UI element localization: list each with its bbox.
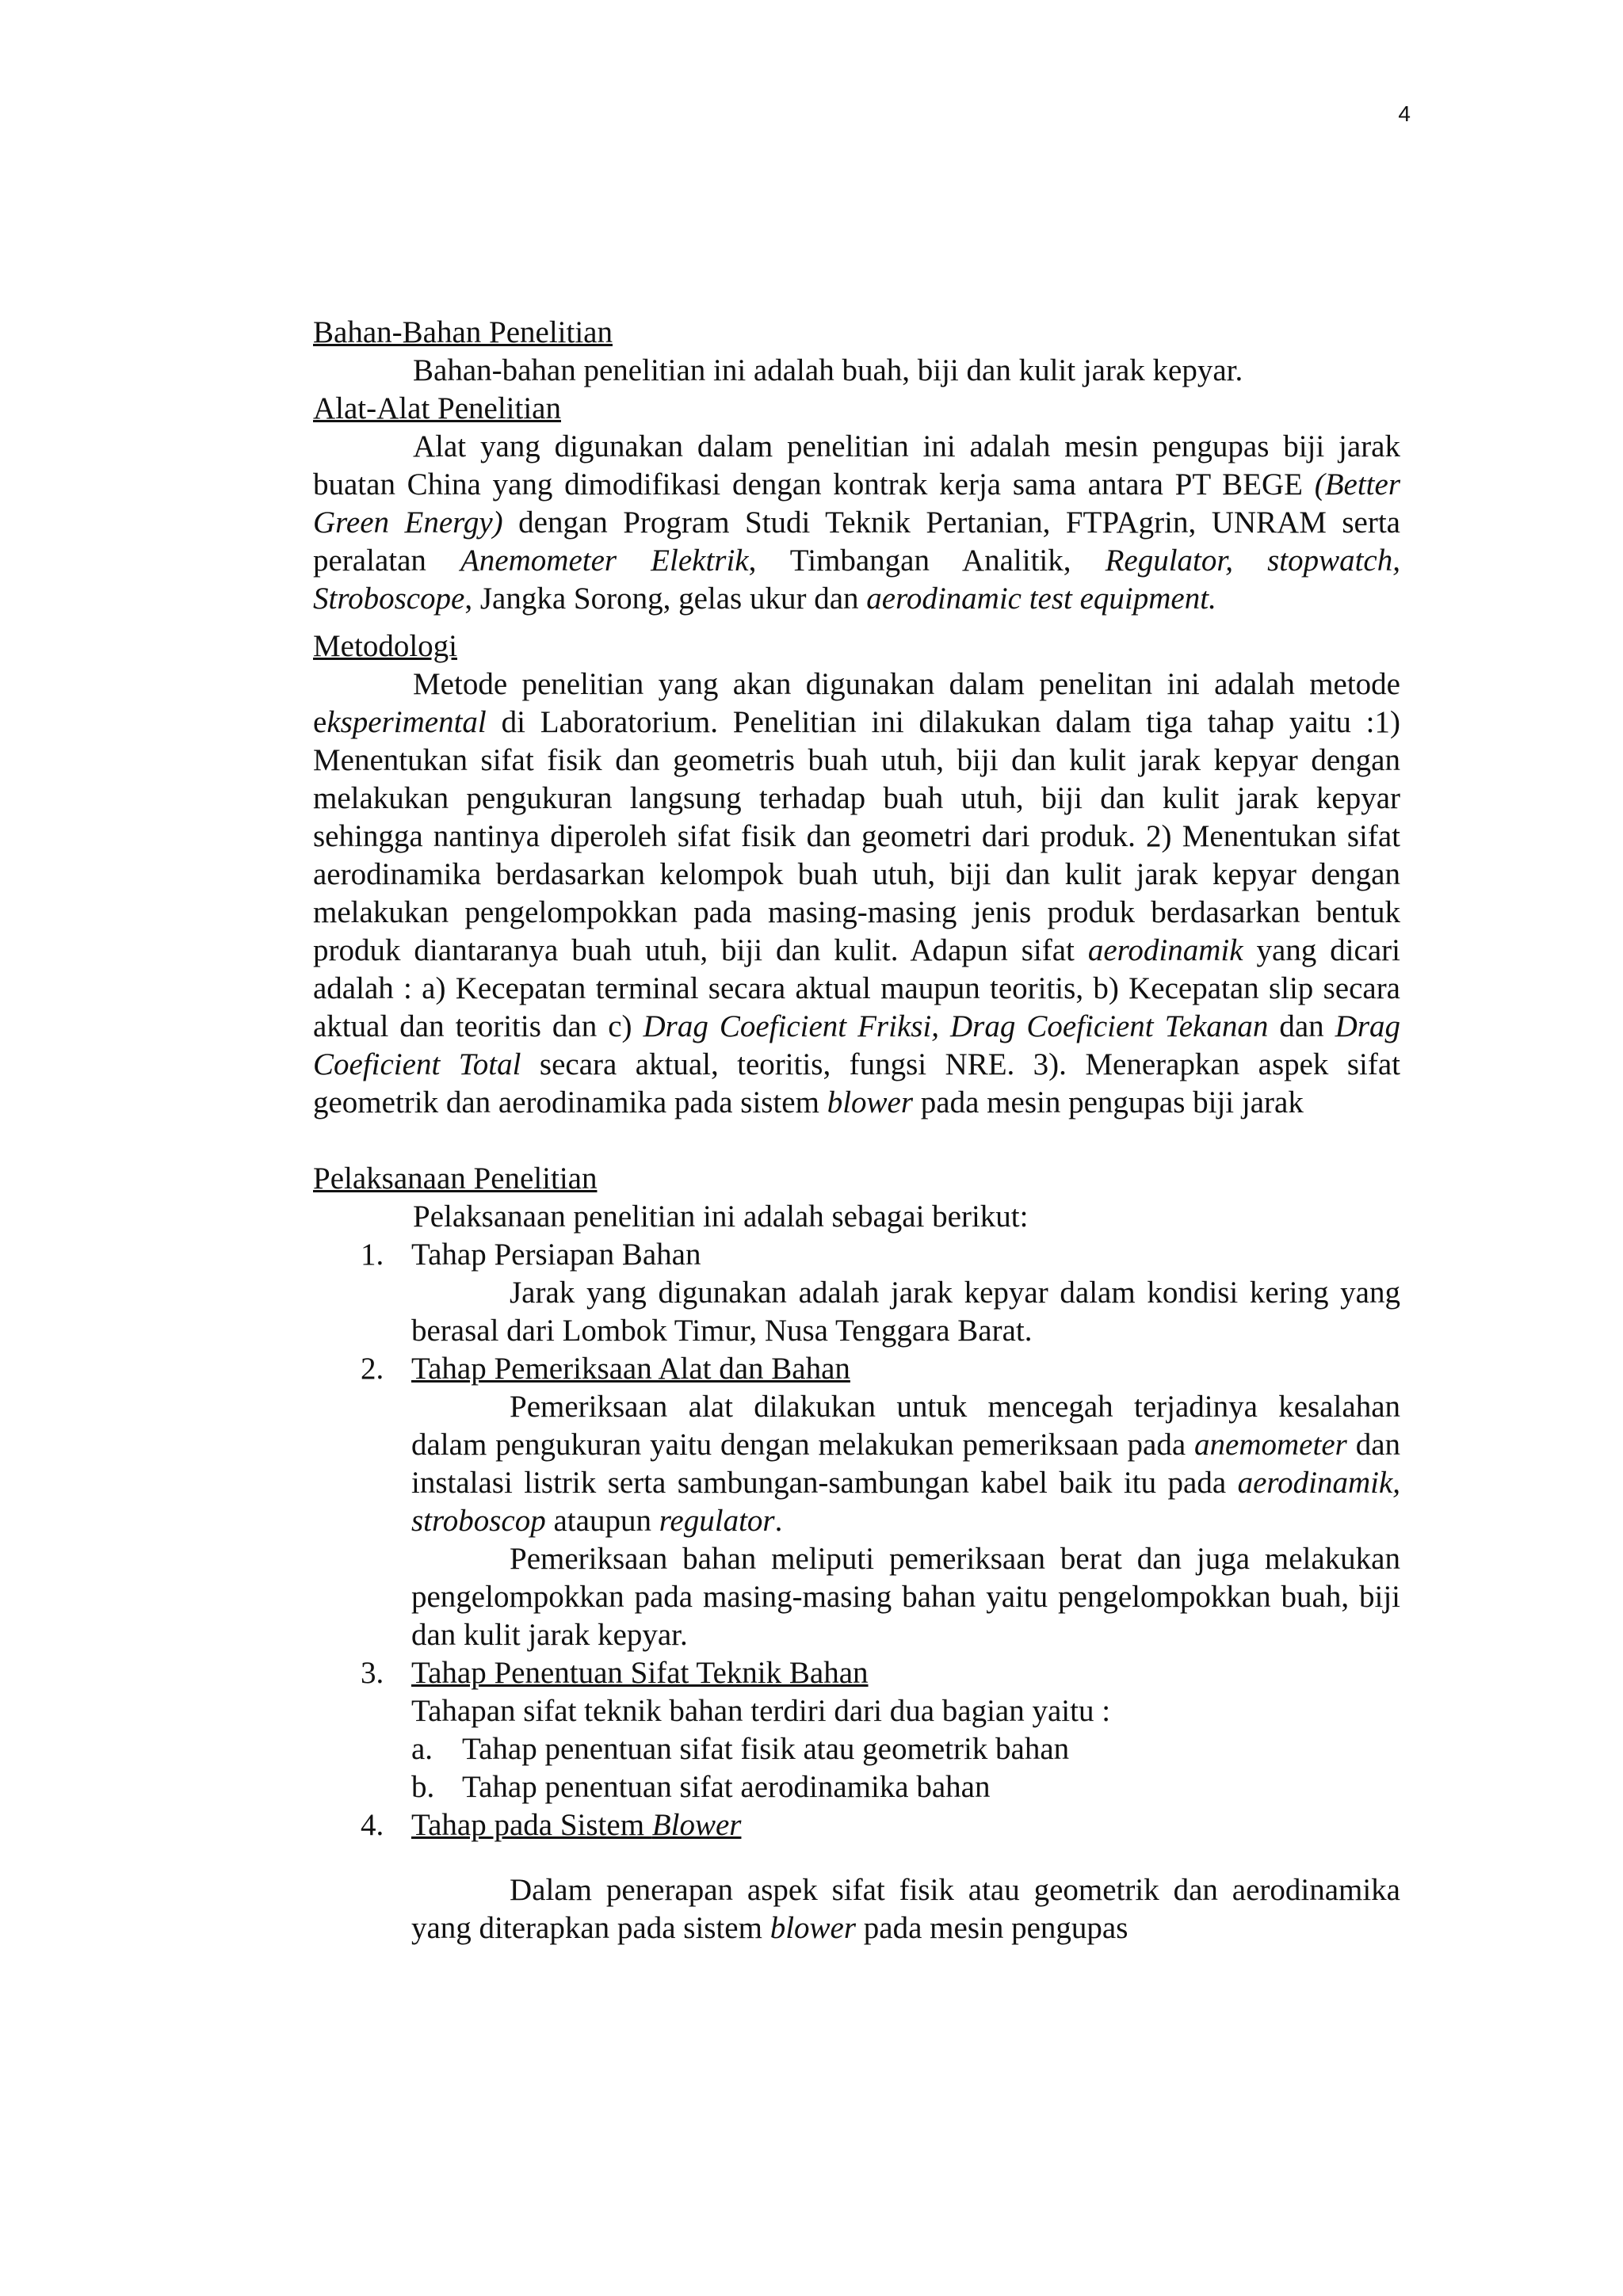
text-run-italic: Drag Coeficient Total	[313, 1009, 1400, 1081]
list-number: 1.	[361, 1238, 384, 1272]
heading-pelaksanaan: Pelaksanaan Penelitian	[313, 1161, 598, 1196]
steps-list	[313, 1236, 1400, 1947]
sub-list-letter: a.	[411, 1732, 433, 1766]
spacer	[411, 1844, 1400, 1871]
paragraph-alat	[313, 428, 1400, 618]
text-run: pada mesin pengupas biji jarak	[913, 1085, 1304, 1119]
text-run-italic: blower	[827, 1085, 914, 1119]
list-number: 4.	[361, 1808, 384, 1842]
paragraph-pelaksanaan-intro: Pelaksanaan penelitian ini adalah sebagai berikut:	[413, 1199, 1029, 1234]
text-run-italic: aerodinamik	[1087, 933, 1243, 967]
list-item-step-4	[313, 1806, 1400, 1947]
list-item-step-2	[313, 1350, 1400, 1654]
step-intro: Tahapan sifat teknik bahan terdiri dari dua bagian yaitu :	[411, 1694, 1111, 1728]
text-run: dengan Program Studi Teknik Pertanian, FTPAgrin, UNRAM serta peralatan	[313, 505, 1400, 578]
text-run-italic: Blower	[651, 1808, 742, 1842]
paragraph-metodologi	[313, 666, 1400, 1122]
text-run: .	[774, 1504, 783, 1538]
page-number: 4	[1398, 101, 1411, 126]
list-item-step-3	[313, 1654, 1400, 1806]
step-title: Tahap Penentuan Sifat Teknik Bahan	[411, 1656, 869, 1690]
text-run: , Timbangan Analitik,	[748, 543, 1106, 578]
text-run: Tahap pada Sistem	[411, 1808, 652, 1842]
list-number: 3.	[361, 1656, 384, 1690]
list-item-step-1	[313, 1236, 1400, 1350]
text-run-italic: Anemometer Elektrik	[460, 543, 749, 578]
sub-list	[411, 1730, 1400, 1806]
text-run-italic: aerodinamik, stroboscop	[411, 1466, 1400, 1538]
sub-list-text: Tahap penentuan sifat fisik atau geometrik bahan	[462, 1732, 1070, 1766]
text-run: pada mesin pengupas	[856, 1911, 1128, 1945]
text-run: di Laboratorium. Penelitian ini dilakukan dalam tiga tahap yaitu :1) Menentukan sifat fisik dan geometris buah utuh, biji dan kulit jarak kepyar dengan melakukan pengukuran langsung terhadap buah utuh, biji dan kulit jarak kepyar sehingga nantinya diperoleh sifat fisik dan geometri dari produk. 2) Menentukan sifat aerodinamika berdasarkan kelompok buah utuh, biji dan kulit jarak kepyar dengan melakukan pengelompokkan pada masing-masing jenis produk berdasarkan bentuk produk diantaranya buah utuh, biji dan kulit. Adapun sifat	[313, 705, 1400, 967]
spacer	[313, 1122, 1400, 1160]
sub-list-item	[411, 1730, 1400, 1768]
text-run-italic: regulator	[659, 1504, 775, 1538]
sub-list-letter: b.	[411, 1770, 435, 1804]
heading-alat: Alat-Alat Penelitian	[313, 391, 561, 425]
text-run-italic: ksperimental	[327, 705, 487, 739]
step-title: Tahap Pemeriksaan Alat dan Bahan	[411, 1352, 850, 1386]
text-run: dan	[1268, 1009, 1335, 1043]
list-number: 2.	[361, 1352, 384, 1386]
step-title	[411, 1806, 1400, 1844]
text-run-italic: Drag Coeficient Friksi, Drag Coeficient Tekanan	[643, 1009, 1269, 1043]
paragraph-bahan: Bahan-bahan penelitian ini adalah buah, biji dan kulit jarak kepyar.	[413, 353, 1243, 387]
step-paragraph: Jarak yang digunakan adalah jarak kepyar dalam kondisi kering yang berasal dari Lombok Timur, Nusa Tenggara Barat.	[411, 1276, 1400, 1348]
heading-bahan: Bahan-Bahan Penelitian	[313, 315, 613, 349]
sub-list-text: Tahap penentuan sifat aerodinamika bahan	[462, 1770, 991, 1804]
text-run-italic: blower	[769, 1911, 857, 1945]
step-paragraph: Pemeriksaan bahan meliputi pemeriksaan berat dan juga melakukan pengelompokkan pada masing-masing bahan yaitu pengelompokkan buah, biji dan kulit jarak kepyar.	[411, 1542, 1400, 1652]
spacer	[313, 618, 1400, 627]
page-content	[313, 314, 1400, 1947]
text-run: Pemeriksaan alat dilakukan untuk mencegah terjadinya kesalahan dalam pengukuran yaitu dengan melakukan pemeriksaan pada	[411, 1390, 1400, 1462]
text-run-italic: anemometer	[1194, 1428, 1347, 1462]
step-title: Tahap Persiapan Bahan	[411, 1238, 701, 1272]
text-run-italic: Regulator, stopwatch, Stroboscope	[313, 543, 1400, 616]
text-run: , Jangka Sorong, gelas ukur dan	[464, 582, 867, 616]
heading-metodologi: Metodologi	[313, 629, 457, 663]
text-run: Alat yang digunakan dalam penelitian ini adalah mesin pengupas biji jarak buatan China yang dimodifikasi dengan kontrak kerja sama antara PT BEGE	[313, 429, 1400, 502]
text-run: dan instalasi listrik serta sambungan-sambungan kabel baik itu pada	[411, 1428, 1401, 1500]
text-run-italic: (Better Green Energy)	[313, 467, 1400, 540]
text-run: secara aktual, teoritis, fungsi NRE. 3). Menerapkan aspek sifat geometrik dan aerodinamika pada sistem	[313, 1047, 1400, 1119]
text-run: yang dicari adalah : a) Kecepatan terminal secara aktual maupun teoritis, b) Kecepatan slip secara aktual dan teoritis dan c)	[313, 933, 1400, 1043]
text-run: Dalam penerapan aspek sifat fisik atau geometrik dan aerodinamika yang diterapkan pada sistem	[411, 1873, 1400, 1945]
text-run: ataupun	[545, 1504, 659, 1538]
step-paragraph	[411, 1388, 1400, 1540]
text-run: Metode penelitian yang akan digunakan dalam penelitan ini adalah metode e	[313, 667, 1400, 739]
sub-list-item	[411, 1768, 1400, 1806]
text-run-italic: aerodinamic test equipment.	[866, 582, 1216, 616]
step-paragraph	[411, 1871, 1400, 1947]
